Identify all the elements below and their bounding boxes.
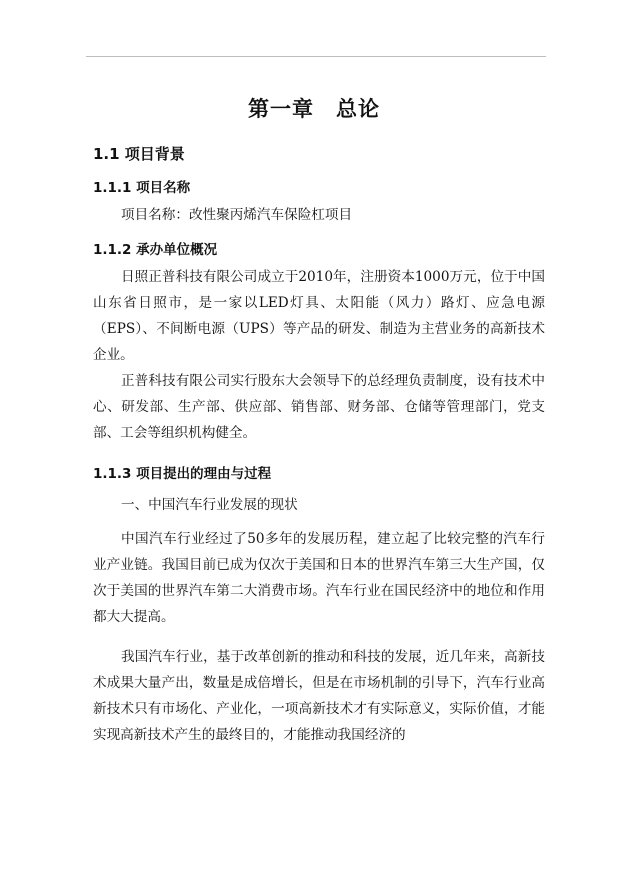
- subsection-heading-industry-status: 一、中国汽车行业发展的现状: [121, 497, 298, 513]
- section-heading-1-1-3: 1.1.3 项目提出的理由与过程: [93, 466, 272, 482]
- company-management-paragraph: 正普科技有限公司实行股东大会领导下的总经理负责制度，设有技术中心、研发部、生产部、供应部、销售部、财务部、仓储等管理部门，党支部、工会等组织机构健全。: [93, 373, 545, 441]
- company-overview-paragraph: 日照正普科技有限公司成立于2010年，注册资本1000万元，位于中国山东省日照市，是一家以LED灯具、太阳能（风力）路灯、应急电源（EPS）、不间断电源（UPS）等产品的研发、制造为主营业务的高新技术企业。: [93, 269, 545, 363]
- section-heading-1-1: 1.1 项目背景: [93, 145, 185, 163]
- project-name-text: 项目名称：改性聚丙烯汽车保险杠项目: [121, 207, 353, 223]
- chapter-title: 第一章 总论: [248, 97, 380, 121]
- section-heading-1-1-1: 1.1.1 项目名称: [93, 180, 191, 196]
- section-heading-1-1-2: 1.1.2 承办单位概况: [93, 242, 218, 258]
- page-content: [93, 94, 545, 748]
- industry-history-paragraph: 中国汽车行业经过了50多年的发展历程，建立起了比较完整的汽车行业产业链。我国目前已成为仅次于美国和日本的世界汽车第三大生产国，仅次于美国的世界汽车第二大消费市场。汽车行业在国民经济中的地位和作用都大大提高。: [93, 531, 545, 625]
- header-rule: [86, 56, 546, 57]
- industry-technology-paragraph: 我国汽车行业，基于改革创新的推动和科技的发展，近几年来，高新技术成果大量产出，数量是成倍增长，但是在市场机制的引导下，汽车行业高新技术只有市场化、产业化，一项高新技术才有实际意义，实际价值，才能实现高新技术产生的最终目的，才能推动我国经济的: [93, 649, 545, 743]
